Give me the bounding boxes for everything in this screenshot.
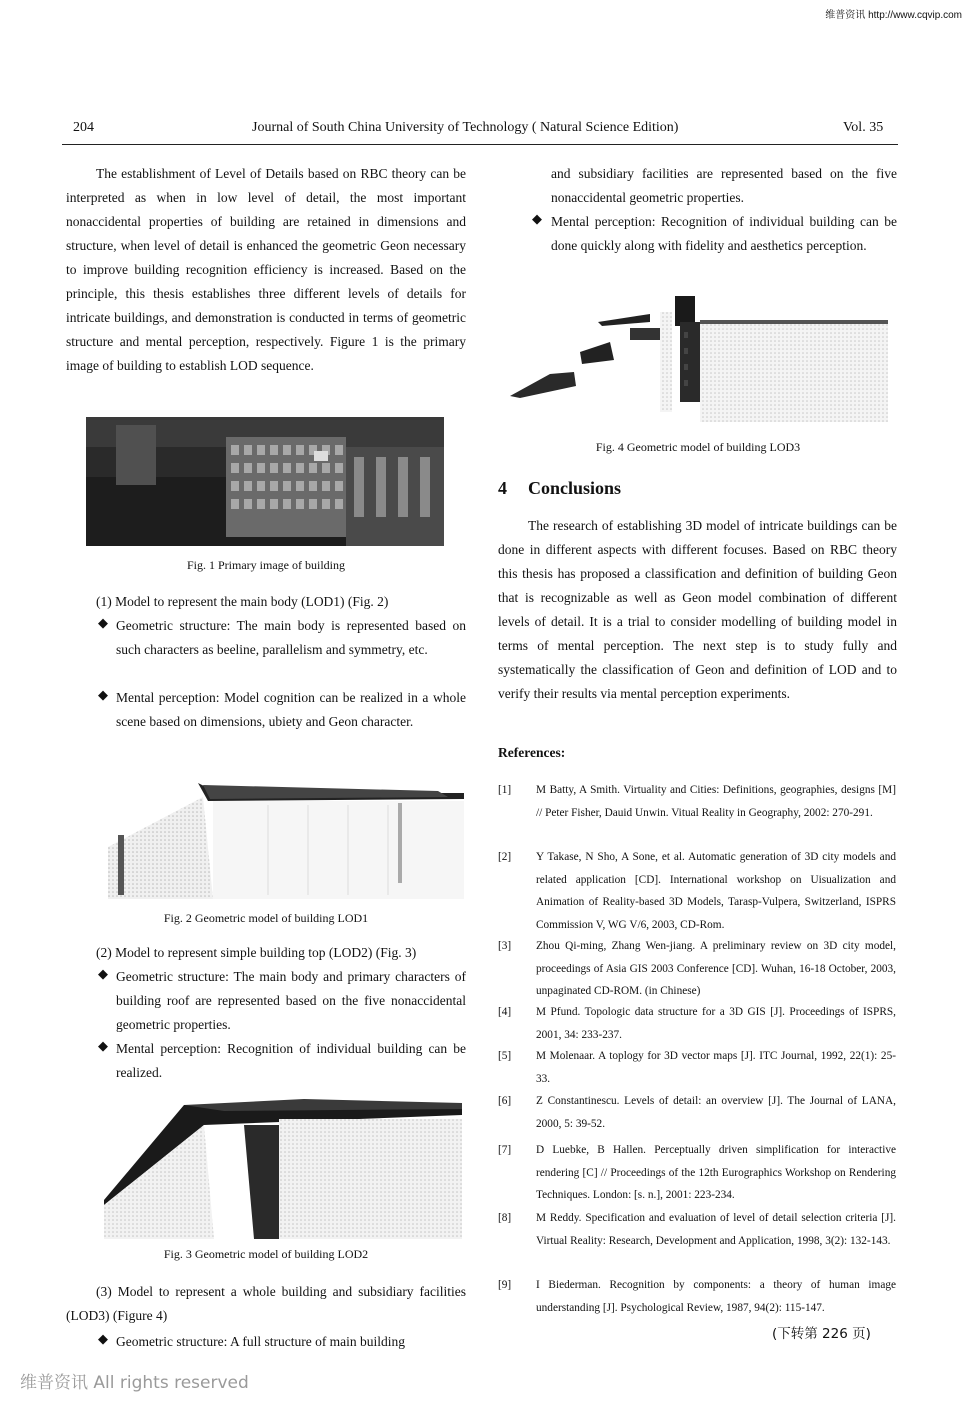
footer-watermark: 维普资讯 All rights reserved bbox=[20, 1373, 249, 1393]
diamond-bullet-icon: ◆ bbox=[532, 211, 542, 226]
reference-text: M Molenaar. A toplogy for 3D vector maps [J]. ITC Journal, 1992, 22(1): 25-33. bbox=[536, 1050, 896, 1085]
diamond-bullet-icon: ◆ bbox=[98, 1038, 108, 1053]
figure-4-lod3-model bbox=[510, 292, 888, 422]
figure-1-caption: Fig. 1 Primary image of building bbox=[187, 558, 345, 572]
lod2-mental-bullet: Mental perception: Recognition of individual building can be realized. bbox=[116, 1041, 466, 1080]
lod3-geometric-bullet-cont: and subsidiary facilities are represented based on the five nonaccidental geometric properties. bbox=[551, 166, 897, 205]
reference-text: I Biederman. Recognition by components: a theory of human image understanding [J]. Psychological Review, 1987, 94(2): 115-147. bbox=[536, 1279, 896, 1314]
diamond-bullet-icon: ◆ bbox=[98, 1331, 108, 1346]
figure-3-lod2-model bbox=[104, 1095, 462, 1239]
reference-text: M Reddy. Specification and evaluation of level of detail selection criteria [J]. Virtual Reality: Research, Development and Application, 1998, 3(2): 132-143. bbox=[536, 1212, 896, 1247]
reference-number: [6] bbox=[498, 1095, 512, 1107]
section-title: Conclusions bbox=[528, 478, 622, 498]
reference-text: Zhou Qi-ming, Zhang Wen-jiang. A preliminary review on 3D city model, proceedings of Asia GIS 2003 Conference [CD]. Wuhan, 16-18 October, 2003, unpaginated CD-ROM. (in Chinese) bbox=[536, 940, 896, 997]
diamond-bullet-icon: ◆ bbox=[98, 966, 108, 981]
lod1-heading: (1) Model to represent the main body (LOD1) (Fig. 2) bbox=[96, 594, 389, 609]
reference-text: M Pfund. Topologic data structure for a 3D GIS [J]. Proceedings of ISPRS, 2001, 34: 233-237. bbox=[536, 1006, 896, 1041]
continued-note: (下转第 226 页) bbox=[772, 1326, 871, 1342]
figure-1-building-photo bbox=[86, 417, 444, 546]
lod1-geometric-bullet: Geometric structure: The main body is represented based on such characters as beeline, parallelism and symmetry, etc. bbox=[116, 618, 466, 657]
reference-number: [7] bbox=[498, 1144, 512, 1156]
figure-2-caption: Fig. 2 Geometric model of building LOD1 bbox=[163, 911, 369, 925]
reference-text: Y Takase, N Sho, A Sone, et al. Automatic generation of 3D city models and related application [CD]. International workshop on Uisualization and Animation of Reality-based 3D Models, Tarasp-Vulpera, Switzerland, ISPRS Commission V, WG V/6, 2003, CD-Rom. bbox=[536, 851, 896, 931]
top-source-link[interactable]: 维普资讯 http://www.cqvip.com bbox=[825, 10, 962, 21]
reference-number: [9] bbox=[498, 1279, 512, 1291]
reference-number: [8] bbox=[498, 1212, 512, 1224]
lod2-heading: (2) Model to represent simple building top (LOD2) (Fig. 3) bbox=[96, 945, 417, 960]
lod2-geometric-bullet: Geometric structure: The main body and primary characters of building roof are represented based on the five nonaccidental geometric properties. bbox=[116, 969, 466, 1032]
page-number: 204 bbox=[73, 120, 94, 135]
reference-text: M Batty, A Smith. Virtuality and Cities: Definitions, geographies, designs [M] // Peter Fisher, Dauid Unwin. Vitual Reality in Geography, 2002: 270-291. bbox=[536, 784, 896, 819]
lod3-heading: (3) Model to represent a whole building and subsidiary facilities (LOD3) (Figure 4) bbox=[66, 1284, 466, 1323]
reference-number: [1] bbox=[498, 784, 512, 796]
intro-paragraph: The establishment of Level of Details based on RBC theory can be interpreted as when in low level of detail, the most important nonaccidental properties of building are retained in dimensions and structure, when level of detail is enhanced the geometric Geon necessary to improve building recognition efficiency is increased. Based on the principle, this thesis establishes three different levels of details for intricate buildings, and demonstration is conducted in terms of geometric structure and mental perception, respectively. Figure 1 is the primary image of building to establish LOD sequence. bbox=[66, 166, 466, 373]
lod3-geometric-bullet-start: Geometric structure: A full structure of main building bbox=[116, 1334, 406, 1349]
diamond-bullet-icon: ◆ bbox=[98, 615, 108, 630]
conclusion-paragraph: The research of establishing 3D model of intricate buildings can be done in different aspects with different focuses. Based on RBC theory this thesis has proposed a classification and definition of building Geon that is recognizable as well as Geon model combination of different levels of detail. It is a trial to consider modelling of building model in terms of mental perception. The next step is to study fully and systematically the classification of Geon and definition of LOD and to verify their results via mental perception experiments. bbox=[498, 518, 897, 701]
volume-label: Vol. 35 bbox=[843, 120, 884, 135]
figure-3-caption: Fig. 3 Geometric model of building LOD2 bbox=[163, 1247, 369, 1261]
lod3-mental-bullet: Mental perception: Recognition of individual building can be done quickly along with fidelity and aesthetics perception. bbox=[551, 214, 897, 253]
journal-title: Journal of South China University of Technology ( Natural Science Edition) bbox=[252, 120, 679, 135]
figure-4-caption: Fig. 4 Geometric model of building LOD3 bbox=[595, 440, 801, 454]
header-rule bbox=[62, 144, 898, 145]
reference-number: [2] bbox=[498, 851, 512, 863]
lod1-mental-bullet: Mental perception: Model cognition can be realized in a whole scene based on dimensions, ubiety and Geon character. bbox=[116, 690, 466, 729]
references-title: References: bbox=[498, 745, 566, 760]
reference-number: [3] bbox=[498, 940, 512, 952]
reference-text: D Luebke, B Hallen. Perceptually driven simplification for interactive rendering [C] // Proceedings of the 12th Eurographics Workshop on Rendering Techniques. London: [s. n.], 2001: 223-234. bbox=[536, 1144, 896, 1201]
reference-number: [4] bbox=[498, 1006, 512, 1018]
section-number: 4 bbox=[498, 478, 507, 498]
figure-2-lod1-model bbox=[108, 775, 464, 899]
reference-number: [5] bbox=[498, 1050, 512, 1062]
diamond-bullet-icon: ◆ bbox=[98, 687, 108, 702]
reference-text: Z Constantinescu. Levels of detail: an overview [J]. The Journal of LANA, 2000, 5: 39-52. bbox=[536, 1095, 896, 1130]
